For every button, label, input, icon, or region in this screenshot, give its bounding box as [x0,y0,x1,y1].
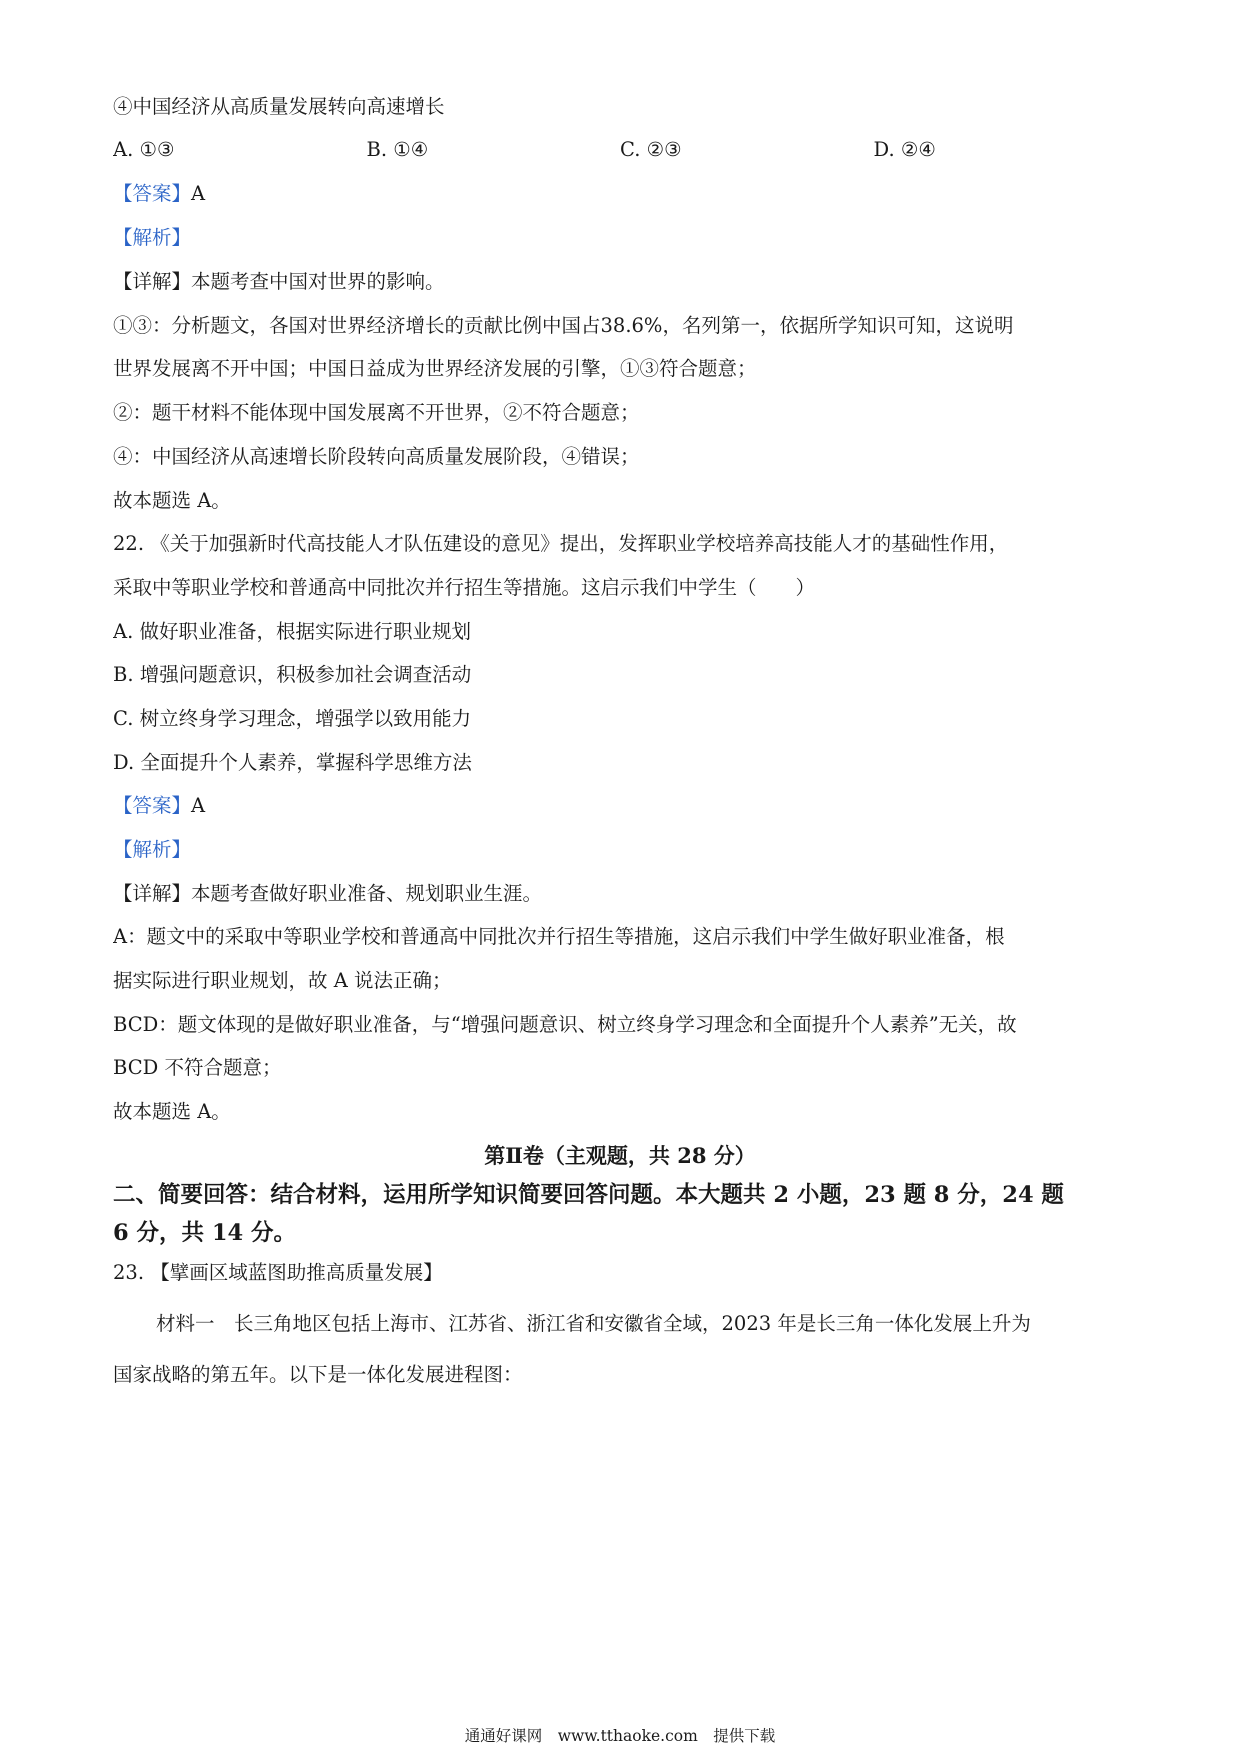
q22-para2-line1: BCD：题文体现的是做好职业准备，与“增强问题意识、树立终身学习理念和全面提升个人素养”无关，故 [113,1013,1017,1036]
q21-option-d: D. ②④ [873,138,936,161]
q22-stem-line2: 采取中等职业学校和普通高中同批次并行招生等措施。这启示我们中学生（ ） [113,576,816,599]
q23-material-line2: 国家战略的第五年。以下是一体化发展进程图： [113,1363,523,1386]
q22-stem-line1: 22. 《关于加强新时代高技能人才队伍建设的意见》提出，发挥职业学校培养高技能人才的基础性作用， [113,532,1009,555]
section-2-heading-line2: 6 分，共 14 分。 [113,1220,296,1246]
q21-para2: ②：题干材料不能体现中国发展离不开世界，②不符合题意； [113,401,640,424]
q22-para2-line2: BCD 不符合题意； [113,1056,282,1079]
answer-tag: 【答案】 [113,794,192,817]
q21-option-c: C. ②③ [620,138,682,161]
answer-tag: 【答案】 [113,182,192,205]
q23-title: 23. 【擘画区域蓝图助推高质量发展】 [113,1261,443,1284]
q21-option-b: B. ①④ [366,138,429,161]
q21-para3: ④：中国经济从高速增长阶段转向高质量发展阶段，④错误； [113,445,640,468]
q22-analysis-tag: 【解析】 [113,838,192,861]
q21-options [113,136,1127,164]
q22-option-b: B. 增强问题意识，积极参加社会调查活动 [113,663,472,686]
q21-detail: 【详解】本题考查中国对世界的影响。 [113,270,445,293]
q22-option-d: D. 全面提升个人素养，掌握科学思维方法 [113,751,472,774]
q22-para1-line2: 据实际进行职业规划，故 A 说法正确； [113,969,452,992]
q21-option-a: A. ①③ [113,138,175,161]
q21-para1-line2: 世界发展离不开中国；中国日益成为世界经济发展的引擎，①③符合题意； [113,357,757,380]
part-2-title: 第Ⅱ卷（主观题，共 28 分） [484,1143,756,1168]
answer-value: A [191,794,206,817]
q21-item-4: ④中国经济从高质量发展转向高速增长 [113,95,445,118]
q23-material-line1: 材料一 长三角地区包括上海市、江苏省、浙江省和安徽省全域，2023 年是长三角一体化发展上升为 [156,1312,1031,1335]
q22-detail: 【详解】本题考查做好职业准备、规划职业生涯。 [113,882,543,905]
answer-value: A [191,182,206,205]
q21-para1-line1: ①③：分析题文，各国对世界经济增长的贡献比例中国占38.6%，名列第一，依据所学知识可知，这说明 [113,314,1014,337]
section-2-heading-line1: 二、简要回答：结合材料，运用所学知识简要回答问题。本大题共 2 小题，23 题 8 分，24 题 [113,1182,1064,1208]
page-footer: 通通好课网 www.tthaoke.com 提供下载 [464,1727,776,1745]
q22-para1-line1: A：题文中的采取中等职业学校和普通高中同批次并行招生等措施，这启示我们中学生做好职业准备，根 [113,925,1005,948]
q21-conclusion: 故本题选 A。 [113,489,231,512]
q22-answer [113,792,1127,820]
q21-analysis-tag: 【解析】 [113,226,192,249]
q21-answer [113,180,1127,208]
q22-option-a: A. 做好职业准备，根据实际进行职业规划 [113,620,471,643]
q22-conclusion: 故本题选 A。 [113,1100,231,1123]
q22-option-c: C. 树立终身学习理念，增强学以致用能力 [113,707,472,730]
